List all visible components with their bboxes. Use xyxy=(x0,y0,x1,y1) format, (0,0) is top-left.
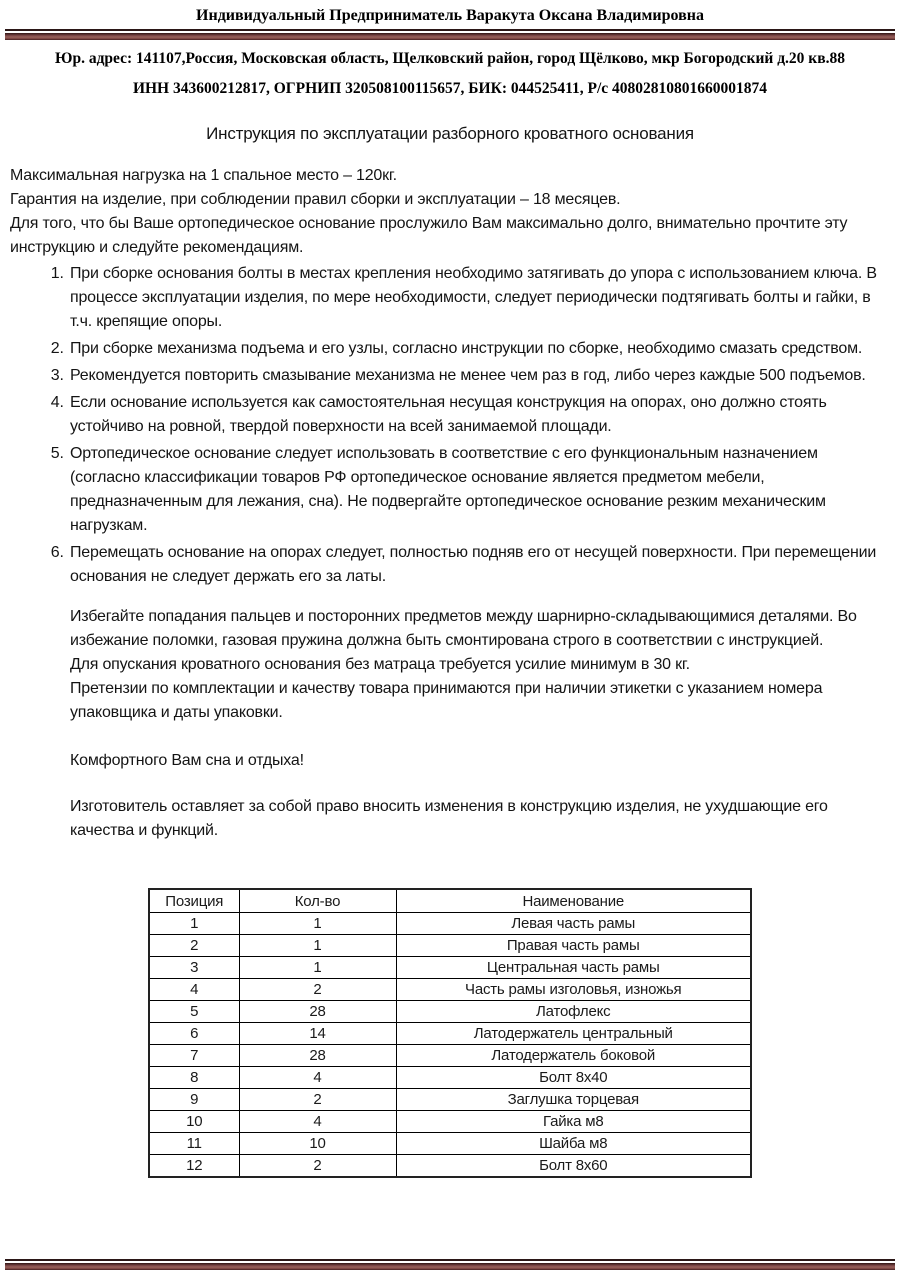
cell-quantity: 1 xyxy=(239,957,396,979)
document-title: Инструкция по эксплуатации разборного кроватного основания xyxy=(206,124,694,143)
list-item: 3. Рекомендуется повторить смазывание механизма не менее чем раз в год, либо через каждые 500 подъемов. xyxy=(68,364,892,388)
separator-band xyxy=(5,1263,895,1270)
company-name: Индивидуальный Предприниматель Варакута Оксана Владимировна xyxy=(196,7,704,24)
cell-name: Латодержатель боковой xyxy=(396,1045,751,1067)
table-row xyxy=(149,1133,751,1155)
cell-name: Латодержатель центральный xyxy=(396,1023,751,1045)
table-row xyxy=(149,1023,751,1045)
cell-quantity: 28 xyxy=(239,1045,396,1067)
table-row xyxy=(149,1155,751,1178)
cell-position: 4 xyxy=(149,979,239,1001)
cell-name: Заглушка торцевая xyxy=(396,1089,751,1111)
cell-position: 7 xyxy=(149,1045,239,1067)
table-header-row xyxy=(149,889,751,913)
table-row xyxy=(149,957,751,979)
list-item: 1. При сборке основания болты в местах крепления необходимо затягивать до упора с использованием ключа. В процессе эксплуатации изделия, по мере необходимости, следует периодически подтягивать болты и гайки, в т.ч. крепящие опоры. xyxy=(68,262,892,334)
cell-position: 8 xyxy=(149,1067,239,1089)
table-row xyxy=(149,1045,751,1067)
cell-name: Шайба м8 xyxy=(396,1133,751,1155)
cell-position: 5 xyxy=(149,1001,239,1023)
table-row xyxy=(149,1089,751,1111)
cell-position: 10 xyxy=(149,1111,239,1133)
company-requisites: ИНН 343600212817, ОГРНИП 320508100115657, БИК: 044525411, Р/с 40802810801660001874 xyxy=(132,80,768,97)
list-item: 5. Ортопедическое основание следует использовать в соответствие с его функциональным назначением (согласно классификации товаров РФ ортопедическое основание является предметом мебели, предназначенным для лежания, сна). Не подвергайте ортопедическое основание резким механическим нагрузкам. xyxy=(68,442,892,538)
header-separator xyxy=(5,29,895,40)
separator-band xyxy=(5,33,895,40)
cell-position: 6 xyxy=(149,1023,239,1045)
cell-position: 3 xyxy=(149,957,239,979)
cell-name: Левая часть рамы xyxy=(396,913,751,935)
manufacturer-disclaimer: Изготовитель оставляет за собой право вносить изменения в конструкцию изделия, не ухудшающие его качества и функций. xyxy=(70,798,828,839)
footer-separator xyxy=(5,1259,895,1270)
cell-name: Часть рамы изголовья, изножья xyxy=(396,979,751,1001)
list-item: 4. Если основание используется как самостоятельная несущая конструкция на опорах, оно должно стоять устойчиво на ровной, твердой поверхности на всей занимаемой площади. xyxy=(68,391,892,439)
warning-paragraph: Претензии по комплектации и качеству товара принимаются при наличии этикетки с указанием номера упаковщика и даты упаковки. xyxy=(70,680,823,721)
cell-position: 11 xyxy=(149,1133,239,1155)
column-header-position: Позиция xyxy=(149,889,239,913)
table-row xyxy=(149,935,751,957)
cell-quantity: 28 xyxy=(239,1001,396,1023)
column-header-quantity: Кол-во xyxy=(239,889,396,913)
cell-quantity: 1 xyxy=(239,913,396,935)
cell-name: Гайка м8 xyxy=(396,1111,751,1133)
list-item: 2. При сборке механизма подъема и его узлы, согласно инструкции по сборке, необходимо смазать средством. xyxy=(68,337,892,361)
warning-paragraph: Избегайте попадания пальцев и посторонних предметов между шарнирно-складывающимися деталями. Во избежание поломки, газовая пружина должна быть смонтирована строго в соответствии с инструкцией. xyxy=(70,608,857,649)
intro-paragraph: Максимальная нагрузка на 1 спальное место – 120кг. xyxy=(10,167,397,184)
cell-quantity: 2 xyxy=(239,1089,396,1111)
cell-quantity: 4 xyxy=(239,1111,396,1133)
table-row xyxy=(149,1001,751,1023)
cell-quantity: 4 xyxy=(239,1067,396,1089)
parts-table xyxy=(148,888,752,1178)
cell-name: Латофлекс xyxy=(396,1001,751,1023)
table-row xyxy=(149,913,751,935)
cell-quantity: 14 xyxy=(239,1023,396,1045)
column-header-name: Наименование xyxy=(396,889,751,913)
cell-name: Болт 8х40 xyxy=(396,1067,751,1089)
intro-paragraph: Гарантия на изделие, при соблюдении правил сборки и эксплуатации – 18 месяцев. xyxy=(10,191,621,208)
table-row xyxy=(149,979,751,1001)
intro-paragraph: Для того, что бы Ваше ортопедическое основание прослужило Вам максимально долго, внимательно прочтите эту инструкцию и следуйте рекомендациям. xyxy=(10,215,848,256)
closing-wish: Комфортного Вам сна и отдыха! xyxy=(70,752,304,769)
cell-position: 9 xyxy=(149,1089,239,1111)
cell-name: Правая часть рамы xyxy=(396,935,751,957)
table-row xyxy=(149,1111,751,1133)
cell-quantity: 2 xyxy=(239,979,396,1001)
cell-quantity: 10 xyxy=(239,1133,396,1155)
cell-position: 1 xyxy=(149,913,239,935)
cell-position: 12 xyxy=(149,1155,239,1178)
table-row xyxy=(149,1067,751,1089)
cell-position: 2 xyxy=(149,935,239,957)
cell-quantity: 2 xyxy=(239,1155,396,1178)
cell-name: Центральная часть рамы xyxy=(396,957,751,979)
cell-quantity: 1 xyxy=(239,935,396,957)
separator-thin-line xyxy=(5,29,895,31)
intro-section xyxy=(10,164,890,260)
separator-thin-line xyxy=(5,1259,895,1261)
warnings-section xyxy=(70,605,880,725)
warning-paragraph: Для опускания кроватного основания без матраца требуется усилие минимум в 30 кг. xyxy=(70,656,690,673)
usage-rules-list xyxy=(0,262,892,589)
cell-name: Болт 8х60 xyxy=(396,1155,751,1178)
list-item: 6. Перемещать основание на опорах следует, полностью подняв его от несущей поверхности. При перемещении основания не следует держать его за латы. xyxy=(68,541,892,589)
legal-address: Юр. адрес: 141107,Россия, Московская область, Щелковский район, город Щёлково, мкр Богородский д.20 кв.88 xyxy=(55,50,845,67)
